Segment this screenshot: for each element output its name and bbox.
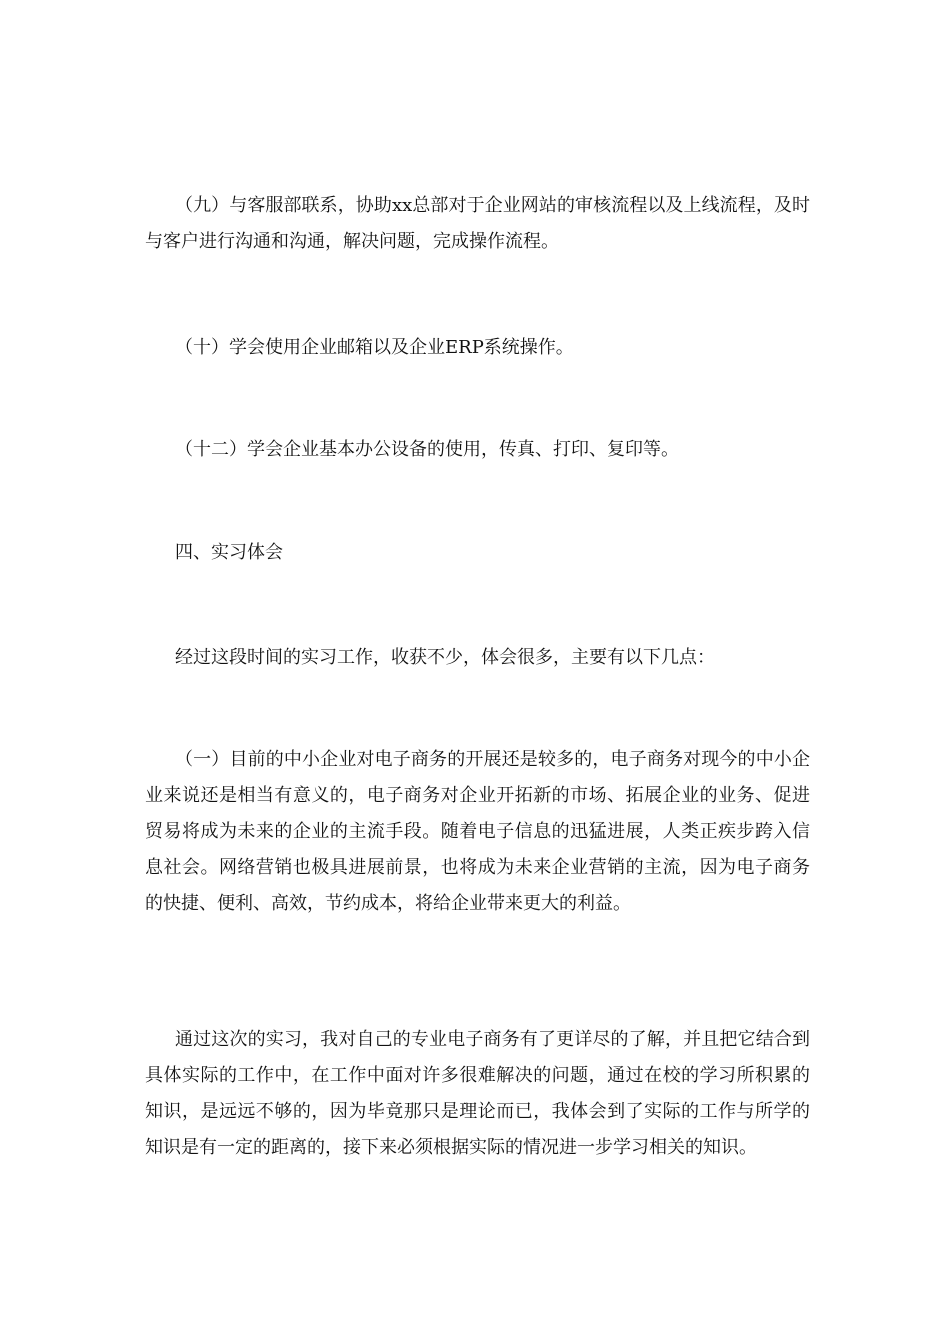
section-heading: 四、实习体会	[175, 542, 283, 563]
paragraph-point-1: （一）目前的中小企业对电子商务的开展还是较多的，电子商务对现今的中小企业来说还是相当有意义的，电子商务对企业开拓新的市场、拓展企业的业务、促进贸易将成为未来的企业的主流手段。随着电子信息的迅猛进展，人类正疾步跨入信息社会。网络营销也极具进展前景，也将成为未来企业营销的主流，因为电子商务的快捷、便利、高效，节约成本，将给企业带来更大的利益。	[145, 749, 810, 914]
paragraph-intro: 经过这段时间的实习工作，收获不少，体会很多，主要有以下几点：	[175, 647, 715, 668]
paragraph-summary: 通过这次的实习，我对自己的专业电子商务有了更详尽的了解，并且把它结合到具体实际的工作中，在工作中面对许多很难解决的问题，通过在校的学习所积累的知识，是远远不够的，因为毕竟那只是理论而已，我体会到了实际的工作与所学的知识是有一定的距离的，接下来必须根据实际的情况进一步学习相关的知识。	[145, 1029, 810, 1158]
paragraph-item-12: （十二）学会企业基本办公设备的使用，传真、打印、复印等。	[175, 439, 679, 460]
paragraph-item-10: （十）学会使用企业邮箱以及企业ERP系统操作。	[175, 337, 574, 358]
paragraph-item-9: （九）与客服部联系，协助xx总部对于企业网站的审核流程以及上线流程，及时与客户进行沟通和沟通，解决问题，完成操作流程。	[145, 195, 810, 252]
